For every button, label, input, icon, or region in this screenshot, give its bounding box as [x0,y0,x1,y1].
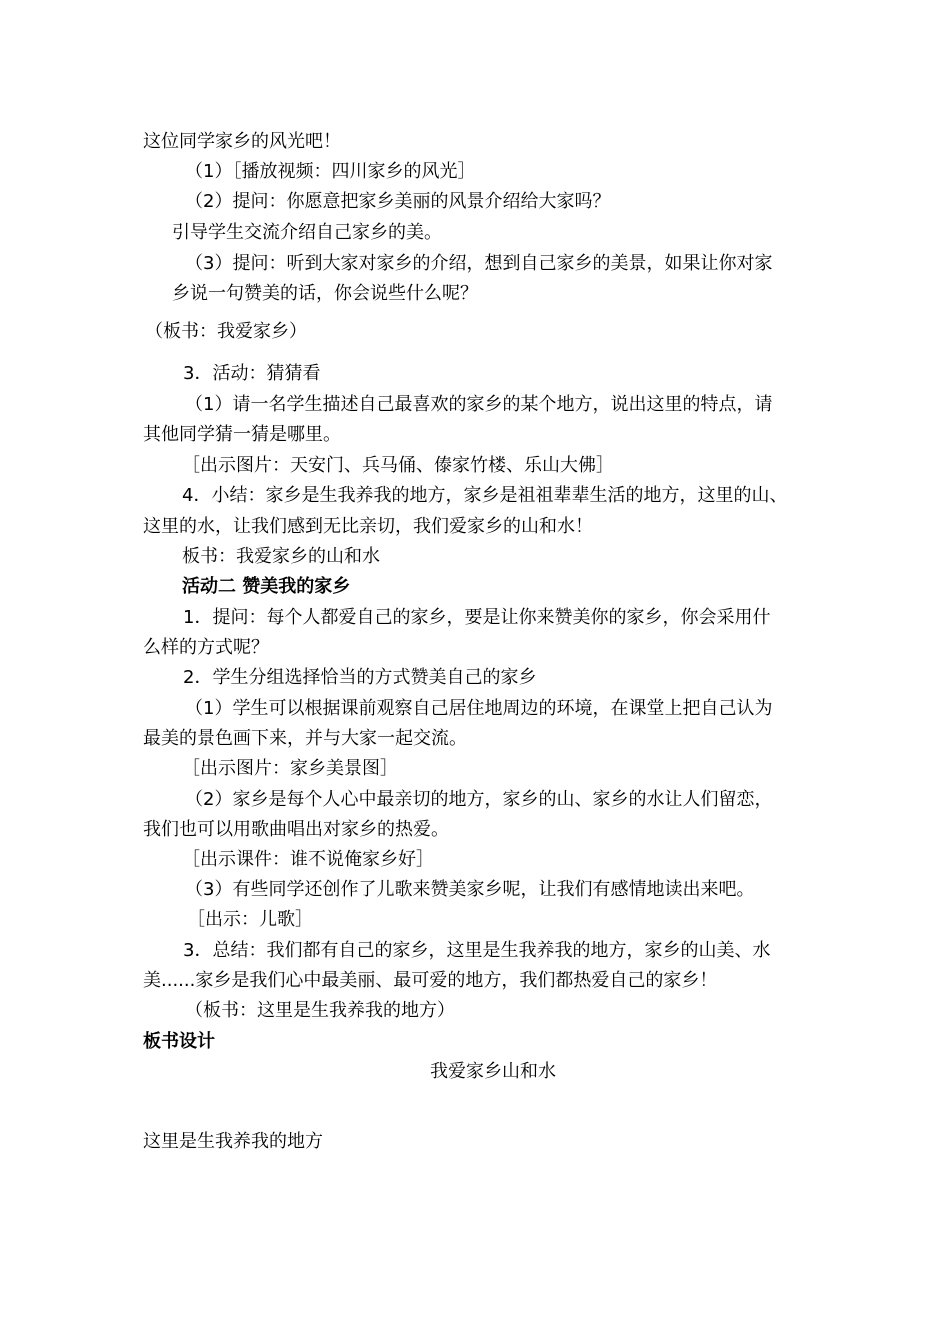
text-line: 么样的方式呢？ [143,637,269,658]
text-line: ［出示：儿歌］ [187,909,313,930]
activity-heading: 活动二 赞美我的家乡 [182,576,351,597]
text-line: （1）请一名学生描述自己最喜欢的家乡的某个地方，说出这里的特点，请 [185,394,773,415]
text-line: ［出示图片：家乡美景图］ [182,758,398,779]
text-line: 3．总结：我们都有自己的家乡，这里是生我养我的地方，家乡的山美、水 [183,940,771,961]
board-title: 我爱家乡山和水 [430,1061,556,1082]
board-note: （板书：我爱家乡） [145,321,307,342]
section-item: 2．学生分组选择恰当的方式赞美自己的家乡 [183,667,537,688]
text-line: 美......家乡是我们心中最美丽、最可爱的地方，我们都热爱自己的家乡！ [143,970,718,991]
board-note: （板书：这里是生我养我的地方） [185,1000,455,1021]
section-item: 3．活动：猜猜看 [183,363,321,384]
text-line: 其他同学猜一猜是哪里。 [143,424,341,445]
text-line: 1．提问：每个人都爱自己的家乡，要是让你来赞美你的家乡，你会采用什 [183,607,771,628]
text-line: （2）家乡是每个人心中最亲切的地方，家乡的山、家乡的水让人们留恋， [185,789,773,810]
text-line: 4．小结：家乡是生我养我的地方，家乡是祖祖辈辈生活的地方，这里的山、 [182,485,788,506]
board-design-heading: 板书设计 [143,1031,215,1052]
text-line: （1）学生可以根据课前观察自己居住地周边的环境，在课堂上把自己认为 [185,698,773,719]
board-note: 板书：我爱家乡的山和水 [182,546,380,567]
text-line: ［出示课件：谁不说俺家乡好］ [182,849,434,870]
text-line: （3）有些同学还创作了儿歌来赞美家乡呢，让我们有感情地读出来吧。 [185,879,755,900]
text-line: 引导学生交流介绍自己家乡的美。 [172,222,442,243]
text-line: 乡说一句赞美的话，你会说些什么呢？ [172,283,478,304]
text-line: ［出示图片：天安门、兵马俑、傣家竹楼、乐山大佛］ [182,455,614,476]
text-line: （3）提问：听到大家对家乡的介绍，想到自己家乡的美景，如果让你对家 [185,253,773,274]
text-line: 我们也可以用歌曲唱出对家乡的热爱。 [143,819,449,840]
text-line: 这里的水，让我们感到无比亲切，我们爱家乡的山和水！ [143,516,593,537]
text-line: 最美的景色画下来，并与大家一起交流。 [143,728,467,749]
text-line: （1）［播放视频：四川家乡的风光］ [185,161,476,182]
text-line: 这位同学家乡的风光吧！ [143,131,341,152]
text-line: （2）提问：你愿意把家乡美丽的风景介绍给大家吗？ [185,191,611,212]
board-subtitle: 这里是生我养我的地方 [143,1131,323,1152]
